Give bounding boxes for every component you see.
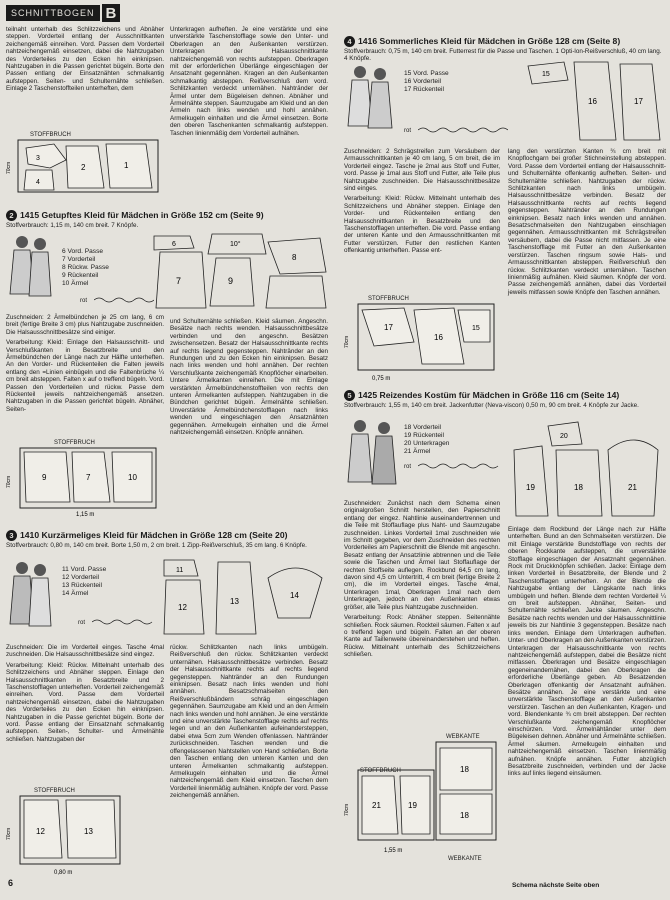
section-1425-material: Stoffverbrauch: 1,55 m, 140 cm breit. Jackenfutter (Neva-viscon) 0,50 m, 90 cm breit. 4 Knöpfe zur Jacke.	[344, 402, 639, 409]
svg-text:13: 13	[84, 827, 93, 836]
section-1410-title: 3 1410 Kurzärmeliges Kleid für Mädchen in Größe 128 cm (Seite 20)	[6, 530, 336, 541]
pattern-pieces-1425	[508, 420, 664, 520]
svg-text:7: 7	[86, 473, 91, 482]
dress-1415-illustration	[8, 234, 52, 304]
part-8: 8 Rückw. Passe	[62, 264, 109, 271]
svg-text:20: 20	[560, 433, 568, 440]
svg-text:18: 18	[460, 811, 469, 820]
pattern-layout-1416	[344, 302, 500, 384]
part-15: 15 Vord. Passe	[404, 70, 449, 77]
svg-text:12: 12	[36, 827, 45, 836]
svg-text:9: 9	[42, 473, 47, 482]
svg-text:17: 17	[634, 97, 643, 106]
svg-text:12: 12	[178, 603, 187, 612]
part-6: 6 Vord. Passe	[62, 248, 104, 255]
page-number: 6	[8, 878, 14, 888]
svg-text:15: 15	[542, 71, 550, 78]
svg-text:1: 1	[124, 161, 129, 170]
part-17: 17 Rückenteil	[404, 86, 444, 93]
dress-1410-illustration	[8, 560, 52, 640]
section-1425-text-a: Zuschneiden: Zunächst nach dem Schema einen originalgroßen Schnitt herstellen, den Papierschnitt entlang der eingez. Nahtlinie auseinandertrennen und die Teile mit Stoffauflage plus Naht- und Saumzugabe zuschneiden. Linkes Vorderteil 1mal zuschneiden wie im Schnitt gegeben, vor dem Zuschneiden des rechten Vorderteiles am Papierschnitt die Blende mit angeschn. Besatz entlang der Ansatzlinie abtrennen und die Teile sowie die Taschen und Ärmel laut Stoffauflage der rechten Stoffseite auflegen. Rockbund 64,5 cm lang, davon sind 4,5 cm Untertritt, 4 cm breit (fertige Breite 2 cm), die im Vorderteil einges. Tasche 4mal, Unterkragen 1mal, Oberkragen 1mal nach dem Unterkragen, jedoch an den Außenkanten etwas größer, alle Teile plus Nahtzugabe zuschneiden. Verarbeitung: Rock: Abnäher steppen. Seitennähte schließen. Rock säumen. Rockteil säumen. Falten x auf o treffend legen und bügeln. Falten an der oberen Kante auf Taillenweite übereinanderstehen und heften. Rückw. Mittelnaht unterhalb des Schlitzzeichens schließen.	[344, 500, 500, 659]
part-13: 13 Rückenteil	[62, 582, 102, 589]
svg-text:17: 17	[384, 323, 393, 332]
part-11: 11 Vord. Passe	[62, 566, 107, 573]
svg-text:19: 19	[526, 483, 535, 492]
part-7: 7 Vorderteil	[62, 256, 96, 263]
svg-text:7: 7	[176, 276, 182, 286]
stoffbruch-label-1: STOFFBRUCH	[30, 132, 71, 138]
stoffbruch-label-1415: STOFFBRUCH	[54, 440, 95, 446]
part-18: 18 Vorderteil	[404, 424, 442, 431]
header-letter: B	[102, 4, 121, 22]
svg-text:8: 8	[292, 253, 297, 262]
part-14: 14 Ärmel	[62, 590, 89, 597]
section-1415-title: 2 1415 Getupftes Kleid für Mädchen in Größe 152 cm (Seite 9)	[6, 210, 326, 221]
section-1416-material: Stoffverbrauch: 0,75 m, 140 cm breit. Futterrest für die Passe und Taschen. 1 Opti-lon-Reißverschluß, 40 cm lang. 4 Knöpfe.	[344, 48, 662, 63]
rot-line-1415	[94, 296, 154, 304]
part-9: 9 Rückenteil	[62, 272, 99, 279]
costume-1425-illustration	[346, 418, 402, 494]
rot-line-1416	[418, 126, 508, 134]
rot-label-1425: rot	[404, 464, 412, 470]
svg-text:13: 13	[230, 597, 239, 606]
pattern-layout-1415	[6, 446, 164, 518]
part-16: 16 Vorderteil	[404, 78, 442, 85]
rot-label-1416: rot	[404, 128, 412, 134]
stoffbruch-label-1416: STOFFBRUCH	[368, 296, 409, 302]
pattern-pieces-1415	[150, 232, 330, 312]
svg-text:19: 19	[408, 801, 417, 810]
section-1410-text-a: Zuschneiden: Die im Vorderteil einges. Tasche 4mal zuschneiden. Die Halsausschnittbesätze sind eingez. Verarbeitung: Kleid: Rückw. Mittelnaht unterhalb des Schlitzzeichens und Abnäher steppen. Einlage den Halsausschnittkanten in Besatzbreite und 2 Taschenstofflagen unterheften. Vorderteil zeichengemäß einreihen. Vord. Passe dem Vorderteil nahtzeichengemäß einsetzen, dabei die Nahtzugaben des Vorderteiles zu den Ecken hin einknipsen. Nahtzugaben in die Passe gerichtet bügeln. Borte der vord. Passe entlang der Einsatznaht schmalkantig aufsteppen. Seiten-, Schulter- und Ärmelnähte schließen. Nahtzugaben der	[6, 644, 164, 743]
section-1410-text-c: rückw. Schlitzkanten nach links umbügeln. Reißverschluß den rückw. Schlitzkanten verdeckt unternähen. Halsausschnittbesätze verbinden. Besatz der Halsausschnittkante rechts auf rechts liegend gegensteppen. Nahtränder an den Rundungen einknipsen. Besatz nach links wenden und hohl annähen. Besatzschmalseiten den Reißverschlußbändern schräg eingeschlagen gegennähen. Saumzugabe am Kleid und an den Ärmeln nach links wenden und hohl annähen. Je eine verstärkte und eine unverstärkte Taschenstofflage rechts auf rechts legen und an den Außenkanten aufeinandersteppen, dabei etwa 5cm zum Wenden offenlassen. Nahtränder zurückschneiden. Taschen wenden und die offengelassenen Nahtstellen von Hand schließen. Borte den Taschen entlang den unteren Kanten und den unteren Ärmelkanten schmalkantig aufsteppen. Armelkugeln einhalten und die Ärmel nahtzeichengemäß dem Kleid einsetzen. Taschen dem Vorderteil linienmäßig aufnähen. Knöpfe der vord. Passe zeichengemäß annähen.	[170, 644, 328, 800]
stoffbruch-label-1425: STOFFBRUCH	[360, 768, 401, 774]
webkante-label-1425-bottom: WEBKANTE	[448, 856, 482, 862]
svg-text:21: 21	[372, 801, 381, 810]
pattern-pieces-1410	[160, 558, 330, 638]
section-1415-material: Stoffverbrauch: 1,15 m, 140 cm breit. 7 Knöpfe.	[6, 222, 139, 229]
svg-text:70cm: 70cm	[6, 161, 12, 174]
part-19: 19 Rückenteil	[404, 432, 444, 439]
section-1415-text-c: und Schulternähte schließen. Kleid säumen. Angeschn. Besätze nach rechts wenden. Halsausschnittbesätze verbinden und den angeschn. Besätzen zwischensetzen. Besatz der Halsausschnittkante rechts auf rechts liegend gegensteppen. Nahtränder an den Rundungen und zu den Ecken hin einknipsen. Besatz nach links wenden und hohl annähen. Der rechten Verschlußkante zeichengemäß Knopflöcher einarbeiten. Untere Ärmelkanten einreihen. Die mit Einlage verstärkten Ärmelbündchenstoffteilen von rechts den unteren Ärmelkanten aufsteppen. Nahtzugaben in die Bündchen gerichtet bügeln. Ärmelnähte schließen. Unverstärkte Ärmelbündchenstofflagen nach links wenden und eingeschlagen den Ansatznähten gegennähen. Armelkugeln einhalten und die Ärmel nahtzeichengemäß einsetzen. Knöpfe annähen.	[170, 318, 328, 437]
svg-text:10°: 10°	[230, 241, 241, 248]
size-1415: 1,15 m	[76, 512, 95, 518]
svg-text:3: 3	[36, 155, 40, 162]
section-1416-text-c: lang den verstürzten Kanten ¾ cm breit mit Knopflochgarn bei großer Stichneinstellung absteppen. Vord. Passe dem Vorderteil entlang der Halsausschnitt- und Schulternähte offenkantig aufheften. Seiten- und Schulternähte schließen. Nahtzugaben der rückw. Schlitzkanten nach links umbügeln. Halsausschnittbesätze verbinden. Besatz der Halsausschnittkante rechts auf rechts liegend gegensteppen. Nahtränder an den Rundungen einknipsen. Besatz nach links wenden und annähen. Besatzschmalseiten den Nahtzugaben einschlagen gegennähen. Armausschnittkanten mit Schrägstreifen versäubern, dabei die Passe nicht mitfassen. Je eine Taschenstofflage mit Futter an den Außenkanten verstürzen. Taschen ringsum sowie Hals- und Armausschnittkanten absteppen. Reißverschluß den rückw. Schlitzkanten verdeckt unternähen. Taschen linienmäßig aufnähen. Kleid säumen. Knöpfe der vord. Passe zeichengemäß annähen, dabei das Vorderteil jeweils mitfassen sowie Knöpfe den Taschen annähen.	[508, 148, 666, 296]
stoffbruch-label-1410: STOFFBRUCH	[34, 788, 75, 794]
section-1416-text-a: Zuschneiden: 2 Schrägstreifen zum Versäubern der Armausschnittkanten je 40 cm lang, 5 cm breit, die im Vorderteil eingez. Tasche je 2mal aus Stoff und Futter, vord. Passe je 1mal aus Stoff und Futter, alle Teile plus Nahtzugabe zuschneiden. Die Halsausschnittbesätze sind einges. Verarbeitung: Kleid: Rückw. Mittelnaht unterhalb des Schlitzzeichens und Abnäher steppen. Einlage den Vorder- und Rückenteilen entlang den Halsausschnittkanten in Besatzbreite und den Taschenstofflagen unterheften. Die vord. Passe entlang der unteren Kante und den Armausschnittkanten mit Futter verstürzen. Futter den restlichen Kanten offenkantig unterheften. Passe ent-	[344, 148, 500, 255]
size-1410: 0,80 m	[54, 870, 73, 876]
svg-text:15: 15	[472, 325, 480, 332]
svg-text:16: 16	[434, 333, 443, 342]
dress-1416-illustration	[346, 64, 396, 136]
svg-text:70cm: 70cm	[344, 335, 350, 348]
svg-text:21: 21	[628, 483, 637, 492]
webkante-label-1425: WEBKANTE	[446, 734, 480, 740]
section-1416-parts	[404, 70, 449, 94]
svg-text:10: 10	[128, 473, 137, 482]
pattern-layout-intro	[6, 138, 164, 198]
part-10: 10 Ärmel	[62, 280, 89, 287]
section-1415-parts	[62, 248, 109, 288]
size-1425: 1,55 m	[384, 848, 403, 854]
section-1415-text-a: Zuschneiden: 2 Ärmelbündchen je 25 cm lang, 6 cm breit (fertige Breite 3 cm) plus Nahtzugabe zuschneiden. Die Halsausschnittbesätze sind einiger. Verarbeitung: Kleid: Einlage den Halsausschnitt- und Verschlußkanten in Besatzbreite und den Ärmelbündchen der Länge nach zur Hälfte unterheften. An den Vorder- und Rückenteilen die Falten jeweils entlang den =Linien einbügeln und die Faltenbrüche ¼ cm breit absteppen. Falten x auf o treffend bügeln. Vord. Passen den Vorderteilen und rückw. Passe dem Rückenteil jeweils nahtzeichengemäß ansetzen. Nahtzugaben in die Passen gerichtet bügeln. Abnäher, Seiten-	[6, 314, 164, 413]
svg-text:14: 14	[290, 591, 299, 600]
svg-text:18: 18	[574, 483, 583, 492]
rot-label-1415: rot	[80, 298, 88, 304]
section-1410-parts	[62, 566, 106, 598]
svg-text:6: 6	[172, 241, 176, 248]
section-1425-parts	[404, 424, 449, 456]
part-20: 20 Unterkragen	[404, 440, 450, 447]
section-1410-material: Stoffverbrauch: 0,80 m, 140 cm breit. Borte 1,50 m, 2 cm breit. 1 Zipp-Reißverschluß, 35 cm lang. 6 Knöpfe.	[6, 542, 307, 549]
pattern-pieces-1416	[524, 60, 664, 144]
intro-text: teilnaht unterhalb des Schlitzzeichens und Abnäher steppen. Vorderteil entlang der Ausschnittkanten zeichengemäß einreihen. Vord. Passen dem Vorderteil nahtzeichengemäß einsetzen, dabei die Nahtzugaben des Vorderteiles zu den Ecken hin einknipsen. Nahtzugaben in die Passen gerichtet bügeln. Borte den Passen entlang der Einsatznähten schmalkantig aufsteppen. Seiten- und Schulternähte schließen. Einlage 2 Taschenstoffteilen unterheften, dem	[6, 26, 164, 93]
svg-text:70cm: 70cm	[344, 803, 350, 816]
pattern-layout-1410	[6, 794, 164, 876]
svg-text:70cm: 70cm	[6, 475, 12, 488]
part-21: 21 Ärmel	[404, 448, 431, 455]
svg-text:18: 18	[460, 765, 469, 774]
col2-top-text: Unterkragen aufheften. Je eine verstärkte und eine unverstärkte Taschenstofflage sowie den Unter- und Oberkragen an den Außenkanten verstürzen. Unterkragen der Halsausschnittkante nahtzeichengemäß von rechts aufsteppen. Oberkragen mit der erforderlichen Überlänge eingeschlagen der Ansatznaht gegennähen. Kragen an den Außenkanten schmalkantig absteppen. Reißverschluß dem vord. Schlitzkanten verdeckt unternähen. Nahtränder der Ärmel unter dem Bügeleisen dehnen. Abnäher und Ärmelnähte steppen. Saumzugabe am Kleid und an den Ärmeln nach links wenden und hohl annähen. Armelkugeln einhalten und die Ärmel einsetzen. Borte den oberen Taschenkanten schmalkantig aufsteppen. Taschen linienmäßig dem Vorderteil aufnähen.	[170, 26, 328, 137]
header-label: SCHNITTBOGEN	[6, 5, 100, 21]
part-12: 12 Vorderteil	[62, 574, 100, 581]
svg-text:70cm: 70cm	[6, 827, 12, 840]
pattern-layout-1425	[344, 740, 500, 860]
section-1425-text-c: Einlage dem Rockbund der Länge nach zur Hälfte unterheften. Bund an den Schmalseiten verstürzen. Die mit Einlage verstärkte Bundstofflage von rechts der oberen Rockkante aufsteppen, die unverstärkte Stofflage eingeschlagen der Ansatznaht gegennähen. Rock mit Druckknöpfen schließen. Jacke: Einlage dem linken Vorderteil in Besatzbreite, der Blende und 2 Taschenstofflagen unterheften. An der Blende die Nahtzugabe entlang der Längskante nach links umbügeln und heften. Blende dem rechten Vorderteil ¼ cm breit aufsteppen. Abnäher, Seiten- und Schulternähte schließen. Jacke säumen. Angeschn. Besätze nach rechts wenden und der Halsausschnittlinie jeweils bis zur Nahtlinie 3 gegensteppen. Besätze nach links wenden. Einlage dem Unterkragen aufheften. Unter- und Oberkragen an den Außenkanten verstürzen. Unterkragen der Halsausschnittkante von rechts nahtzeichengemäß aufsteppen, dabei die Besätze nicht mitfassen. Oberkragen und Besätze eingeschlagen gegeneinandernähen, dabei den Oberkragen die erforderliche Überlänge geben. Ab Besatzenden Oberkragen offenkantig der Ansatznaht aufnähen. Besätze annähen. Je eine verstärkte und eine unverstärkte Taschenstofflage an den Außenkanten verstürzen. Taschen an den Außenkanten, Kragen- und vord. Blendenkante ¾ cm breit absteppen. Der rechten Verschlußkante zeichengemäß Knopflöcher einschürzen. Vord. Ärmelnähtänder unter dem Bügeleisen dehnen. Abnäher und Ärmelnähte schließen. Ärmel säumen. Armelkugeln einhalten und nahtzeichengemäß einsetzen. Taschen linienmäßig aufnähen. Knöpfe annähen. Futter abzüglich Besatzbreite zuschneiden, verbinden und der Jacke links auf links liegend einsäumen.	[508, 526, 666, 778]
rot-line-1410	[92, 618, 154, 626]
svg-text:2: 2	[81, 163, 86, 172]
svg-text:16: 16	[588, 97, 597, 106]
section-1425-title: 5 1425 Reizendes Kostüm für Mädchen in Größe 116 cm (Seite 14)	[344, 390, 666, 401]
header	[6, 4, 120, 22]
size-1416: 0,75 m	[372, 376, 391, 382]
rot-line-1425	[418, 462, 504, 470]
svg-text:4: 4	[36, 179, 40, 186]
svg-text:9: 9	[228, 276, 234, 286]
rot-label-1410: rot	[78, 620, 86, 626]
section-1416-title: 4 1416 Sommerliches Kleid für Mädchen in Größe 128 cm (Seite 8)	[344, 36, 664, 47]
footer-note: Schema nächste Seite oben	[512, 882, 600, 889]
svg-text:11: 11	[176, 567, 184, 574]
